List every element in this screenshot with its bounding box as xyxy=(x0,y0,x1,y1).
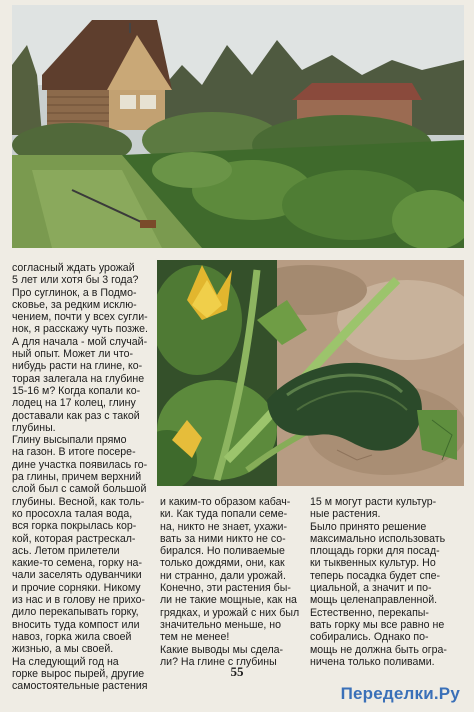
paragraph: Про суглинок, а в Подмо- сковье, за редким исклю- чением, почти у всех сугли- нок, я расскажу чуть позже. А для начала - мой случай- ный опыт. Может ли что- нибудь расти на глине, ко- торая залегала на глубине 15-16 м? Когда копали ко- лодец на 17 колец, глину доставали как раз с такой глубины. xyxy=(12,286,148,434)
zucchini-illustration xyxy=(157,260,464,486)
paragraph: и каким-то образом кабач- ки. Как туда попали семе- на, никто не знает, ухажи- вать за ними никто не со- бирался. Но поливаемые только дождями, они, как ни странно, дали урожай. Конечно, эти растения бы- ли не такие мощные, как на грядках, и урожай с них был значительно меньше, но тем не менее! xyxy=(160,496,300,644)
paragraph: На следующий год на горке вырос пырей, другие самостоятельные растения xyxy=(12,655,148,693)
paragraph: Какие выводы мы сдела- ли? На глине с глубины xyxy=(160,643,284,668)
bottom-text-column-1 xyxy=(160,496,305,668)
zucchini-plant-photo xyxy=(157,260,464,486)
bottom-text-column-2 xyxy=(310,496,462,668)
paragraph: Глину высыпали прямо на газон. В итоге посере- дине участка появилась го- ра глины, причем верхний слой был с самой большой глубины. Весной, как толь- ко просохла талая вода, вся горка покрылась кор- кой, которая растрескал- ась. Летом прилетели какие-то семена, горку на- чали заселять одуванчики и прочие сорняки. Никому из нас и в голову не прихо- дило перекапывать горку, вносить туда компост или навоз, горка жила своей жизнью, а мы своей. xyxy=(12,434,148,656)
paragraph: согласный ждать урожай 5 лет или хотя бы 3 года? xyxy=(12,262,139,287)
page-number: 55 xyxy=(230,664,244,679)
paragraph: Было принято решение максимально использовать площадь горки для посад- ки тыквенных культур. Но теперь посадка будет спе- циальной, а значит и по- мощь целенаправленной. Естественно, перекапы- вать горку мы все равно не собирались. Однако по- мощь не должна быть огра- ничена только поливами. xyxy=(310,520,447,668)
paragraph: 15 м могут расти культур- ные растения. xyxy=(310,496,437,521)
site-watermark: Переделки.Ру xyxy=(340,684,460,703)
left-text-column xyxy=(12,262,156,692)
garden-house-photo xyxy=(12,5,464,248)
garden-house-illustration xyxy=(12,5,464,248)
